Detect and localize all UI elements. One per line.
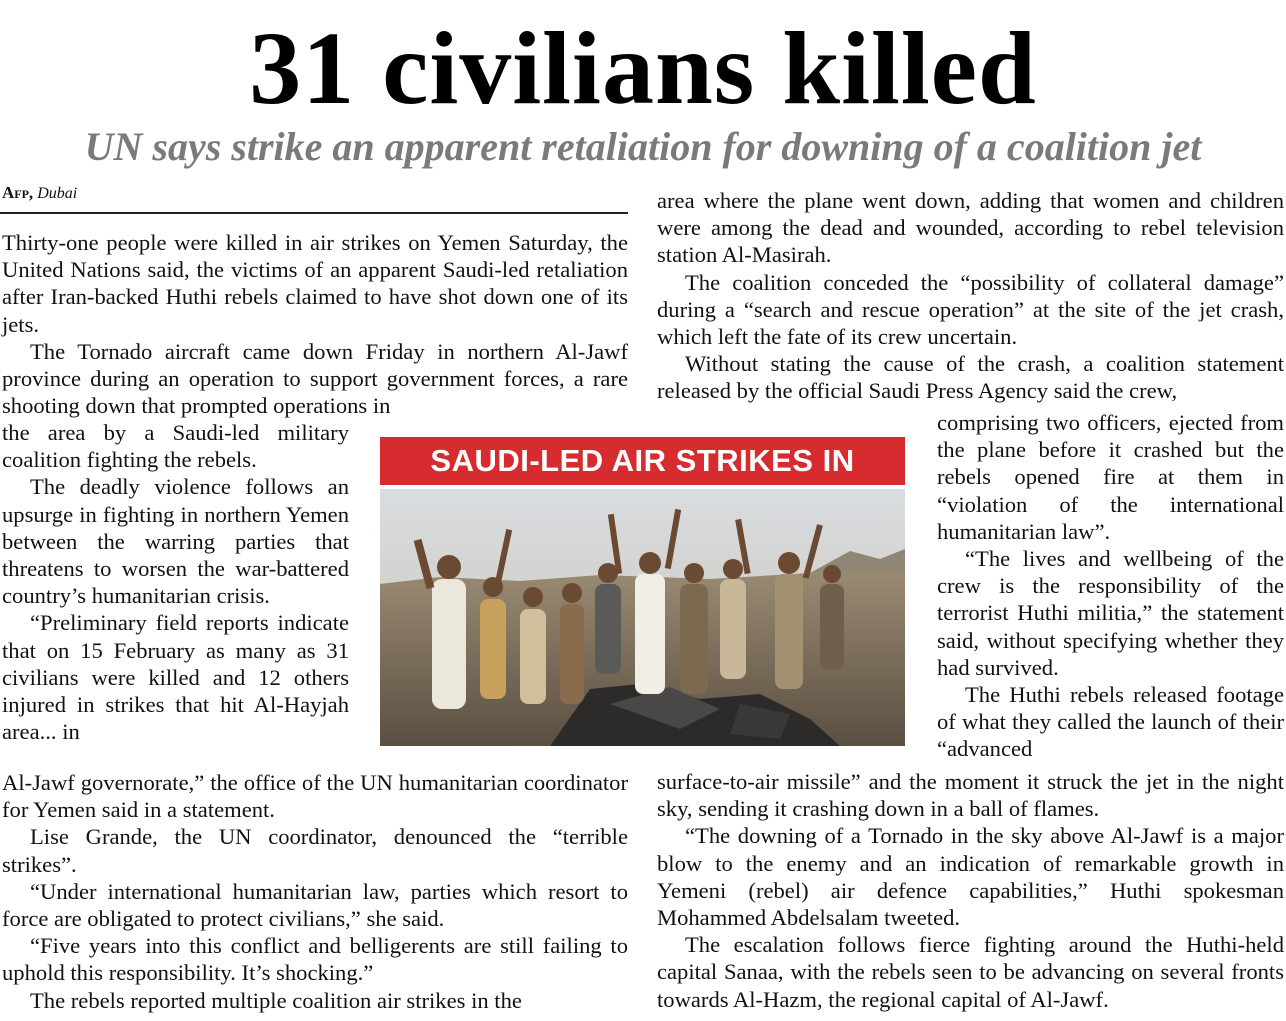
paragraph: “The lives and wellbeing of the crew is the responsibility of the terrorist Huthi militia,” the statement said, without specifying whether they had survived.: [937, 546, 1284, 680]
paragraph: The deadly violence follows an upsurge in fighting in northern Yemen between the warring parties that threatens to worsen the war-battered country’s humanitarian crisis.: [2, 474, 349, 609]
paragraph: “Under international humanitarian law, parties which resort to force are obligated to protect civilians,” she said.: [2, 878, 628, 932]
left-column-top: [2, 229, 628, 419]
headline: 31 civilians killed: [249, 11, 1037, 126]
paragraph: area where the plane went down, adding that women and children were among the dead and wounded, according to rebel television station Al-Masirah.: [657, 188, 1284, 268]
paragraph: The Huthi rebels released footage of what they called the launch of their “advanced: [937, 682, 1284, 762]
byline-agency: Afp,: [2, 183, 34, 202]
photo-title-banner: SAUDI-LED AIR STRIKES IN: [380, 437, 905, 485]
right-column-narrow: [937, 409, 1284, 763]
byline: [2, 182, 77, 205]
paragraph: Lise Grande, the UN coordinator, denounced the “terrible strikes”.: [2, 824, 628, 877]
byline-rule: [0, 212, 628, 214]
right-column-top: [657, 187, 1284, 405]
paragraph: “The downing of a Tornado in the sky above Al-Jawf is a major blow to the enemy and an indication of remarkable growth in Yemeni (rebel) air defence capabilities,” Huthi spokesman Mohammed Abdelsalam tweeted.: [657, 823, 1284, 931]
photo-rebels-celebrating: [380, 489, 905, 746]
byline-place: Dubai: [37, 185, 78, 202]
paragraph: Thirty-one people were killed in air strikes on Yemen Saturday, the United Nations said, the victims of an apparent Saudi-led retaliation after Iran-backed Huthi rebels claimed to have shot down one of its jets.: [2, 230, 628, 337]
left-column-bottom: [2, 769, 628, 1014]
subheadline: UN says strike an apparent retaliation for downing of a coalition jet: [84, 124, 1202, 169]
news-photo: [380, 437, 905, 746]
paragraph: Without stating the cause of the crash, a coalition statement released by the official Saudi Press Agency said the crew,: [657, 351, 1284, 404]
paragraph: the area by a Saudi-led military coalition fighting the rebels.: [2, 420, 349, 473]
paragraph: comprising two officers, ejected from the plane before it crashed but the rebels opened fire at them in “violation of the international humanitarian law”.: [937, 410, 1284, 544]
paragraph: “Preliminary field reports indicate that on 15 February as many as 31 civilians were killed and 12 others injured in strikes that hit Al-Hayjah area... in: [2, 610, 349, 745]
paragraph: The rebels reported multiple coalition air strikes in the: [30, 987, 522, 1013]
paragraph: The coalition conceded the “possibility of collateral damage” during a “search and rescue operation” at the site of the jet crash, which left the fate of its crew uncertain.: [657, 269, 1284, 350]
paragraph: The escalation follows fierce fighting around the Huthi-held capital Sanaa, with the rebels seen to be advancing on several fronts towards Al-Hazm, the regional capital of Al-Jawf.: [657, 932, 1284, 1012]
paragraph: “Five years into this conflict and belligerents are still failing to uphold this responsibility. It’s shocking.”: [2, 933, 628, 986]
paragraph: Al-Jawf governorate,” the office of the UN humanitarian coordinator for Yemen said in a statement.: [2, 770, 628, 823]
right-column-bottom: [657, 768, 1284, 1013]
left-column-narrow: [2, 419, 349, 745]
paragraph: The Tornado aircraft came down Friday in northern Al-Jawf province during an operation to support government forces, a rare shooting down that prompted operations in: [2, 338, 628, 419]
paragraph: surface-to-air missile” and the moment it struck the jet in the night sky, sending it crashing down in a ball of flames.: [657, 769, 1284, 822]
